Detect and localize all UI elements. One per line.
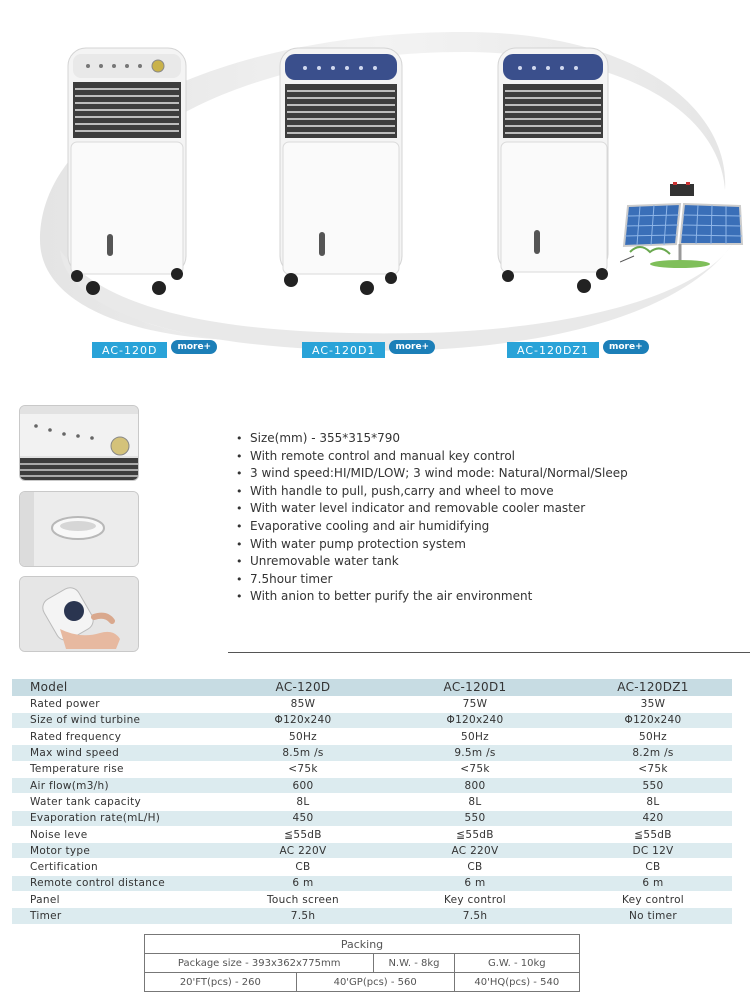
table-cell: 550 bbox=[376, 810, 556, 826]
table-cell: 7.5h bbox=[212, 908, 376, 924]
feature-item: • With anion to better purify the air environment bbox=[236, 588, 628, 606]
row-label: Motor type bbox=[12, 843, 212, 859]
table-row bbox=[12, 729, 732, 745]
packing-table bbox=[144, 934, 580, 992]
table-cell: 75W bbox=[376, 696, 556, 712]
model-tag-ac-120d bbox=[92, 342, 217, 358]
table-cell: 85W bbox=[212, 696, 376, 712]
feature-item: • 3 wind speed:HI/MID/LOW; 3 wind mode: Natural/Normal/Sleep bbox=[236, 465, 628, 483]
table-cell: Φ120x240 bbox=[212, 712, 376, 728]
feature-item: • Evaporative cooling and air humidifying bbox=[236, 518, 628, 536]
table-cell: 800 bbox=[376, 777, 556, 793]
table-cell: 6 m bbox=[556, 875, 732, 891]
table-cell: CB bbox=[212, 859, 376, 875]
table-cell: 600 bbox=[212, 777, 376, 793]
row-label: Remote control distance bbox=[12, 875, 212, 891]
table-cell: 35W bbox=[556, 696, 732, 712]
feature-item: • Unremovable water tank bbox=[236, 553, 628, 571]
row-label: Air flow(m3/h) bbox=[12, 777, 212, 793]
table-cell: <75k bbox=[376, 761, 556, 777]
table-cell: ≦55dB bbox=[212, 826, 376, 842]
table-row bbox=[12, 745, 732, 761]
table-row bbox=[12, 892, 732, 908]
table-cell: 50Hz bbox=[212, 729, 376, 745]
table-cell: 450 bbox=[212, 810, 376, 826]
packing-title: Packing bbox=[145, 935, 580, 954]
remote-control-thumbnail bbox=[19, 576, 139, 652]
feature-item: • 7.5hour timer bbox=[236, 571, 628, 589]
row-label: Timer bbox=[12, 908, 212, 924]
table-cell: AC 220V bbox=[376, 843, 556, 859]
cooler-ac-120dz1-image bbox=[494, 44, 614, 296]
more-button[interactable]: more+ bbox=[603, 340, 649, 354]
container-40gp-cell: 40'GP(pcs) - 560 bbox=[296, 973, 454, 992]
table-cell: 8.5m /s bbox=[212, 745, 376, 761]
column-header: Model bbox=[12, 679, 212, 696]
table-cell: 6 m bbox=[212, 875, 376, 891]
table-cell: 550 bbox=[556, 777, 732, 793]
table-cell: No timer bbox=[556, 908, 732, 924]
table-cell: 7.5h bbox=[376, 908, 556, 924]
row-label: Certification bbox=[12, 859, 212, 875]
gross-weight-cell: G.W. - 10kg bbox=[454, 954, 579, 973]
feature-item: • With remote control and manual key control bbox=[236, 448, 628, 466]
table-cell: 8L bbox=[376, 794, 556, 810]
table-cell: Touch screen bbox=[212, 892, 376, 908]
model-label: AC-120DZ1 bbox=[507, 342, 599, 358]
table-cell: CB bbox=[376, 859, 556, 875]
more-button[interactable]: more+ bbox=[171, 340, 217, 354]
table-cell: 8L bbox=[556, 794, 732, 810]
table-cell: Key control bbox=[376, 892, 556, 908]
table-cell: 420 bbox=[556, 810, 732, 826]
row-label: Rated frequency bbox=[12, 729, 212, 745]
feature-item: • With water pump protection system bbox=[236, 536, 628, 554]
feature-item: • With water level indicator and removable cooler master bbox=[236, 500, 628, 518]
row-label: Temperature rise bbox=[12, 761, 212, 777]
solar-panel-image bbox=[620, 182, 745, 270]
row-label: Panel bbox=[12, 892, 212, 908]
table-row bbox=[12, 826, 732, 842]
table-cell: Φ120x240 bbox=[376, 712, 556, 728]
table-row bbox=[12, 777, 732, 793]
handle-thumbnail bbox=[19, 491, 139, 567]
row-label: Evaporation rate(mL/H) bbox=[12, 810, 212, 826]
cooler-ac-120d1-image bbox=[275, 44, 410, 300]
table-cell: Φ120x240 bbox=[556, 712, 732, 728]
table-row bbox=[12, 875, 732, 891]
net-weight-cell: N.W. - 8kg bbox=[374, 954, 454, 973]
table-cell: 6 m bbox=[376, 875, 556, 891]
spec-table bbox=[12, 679, 732, 925]
table-cell: DC 12V bbox=[556, 843, 732, 859]
column-header: AC-120DZ1 bbox=[556, 679, 732, 696]
feature-item: • Size(mm) - 355*315*790 bbox=[236, 430, 628, 448]
feature-item: • With handle to pull, push,carry and wheel to move bbox=[236, 483, 628, 501]
table-cell: ≦55dB bbox=[376, 826, 556, 842]
feature-list bbox=[236, 430, 628, 606]
container-40hq-cell: 40'HQ(pcs) - 540 bbox=[454, 973, 579, 992]
table-row bbox=[12, 794, 732, 810]
row-label: Max wind speed bbox=[12, 745, 212, 761]
table-row bbox=[12, 761, 732, 777]
row-label: Rated power bbox=[12, 696, 212, 712]
table-row bbox=[12, 908, 732, 924]
row-label: Size of wind turbine bbox=[12, 712, 212, 728]
cooler-ac-120d-image bbox=[63, 44, 193, 300]
table-row bbox=[12, 843, 732, 859]
table-row bbox=[12, 712, 732, 728]
table-cell: 9.5m /s bbox=[376, 745, 556, 761]
table-cell: 8.2m /s bbox=[556, 745, 732, 761]
table-cell: <75k bbox=[556, 761, 732, 777]
control-panel-thumbnail bbox=[19, 405, 139, 481]
table-cell: 50Hz bbox=[376, 729, 556, 745]
column-header: AC-120D bbox=[212, 679, 376, 696]
table-cell: 50Hz bbox=[556, 729, 732, 745]
section-divider bbox=[228, 652, 750, 653]
more-button[interactable]: more+ bbox=[389, 340, 435, 354]
table-row bbox=[12, 859, 732, 875]
row-label: Water tank capacity bbox=[12, 794, 212, 810]
table-cell: 8L bbox=[212, 794, 376, 810]
model-tag-ac-120d1 bbox=[302, 342, 435, 358]
product-hero bbox=[0, 0, 750, 380]
container-20ft-cell: 20'FT(pcs) - 260 bbox=[145, 973, 297, 992]
table-row bbox=[12, 696, 732, 712]
table-cell: AC 220V bbox=[212, 843, 376, 859]
model-tag-ac-120dz1 bbox=[507, 342, 649, 358]
table-cell: <75k bbox=[212, 761, 376, 777]
spec-header-row bbox=[12, 679, 732, 696]
column-header: AC-120D1 bbox=[376, 679, 556, 696]
model-label: AC-120D bbox=[92, 342, 167, 358]
table-cell: Key control bbox=[556, 892, 732, 908]
table-cell: CB bbox=[556, 859, 732, 875]
package-size-cell: Package size - 393x362x775mm bbox=[145, 954, 374, 973]
table-cell: ≦55dB bbox=[556, 826, 732, 842]
model-label: AC-120D1 bbox=[302, 342, 385, 358]
table-row bbox=[12, 810, 732, 826]
row-label: Noise leve bbox=[12, 826, 212, 842]
